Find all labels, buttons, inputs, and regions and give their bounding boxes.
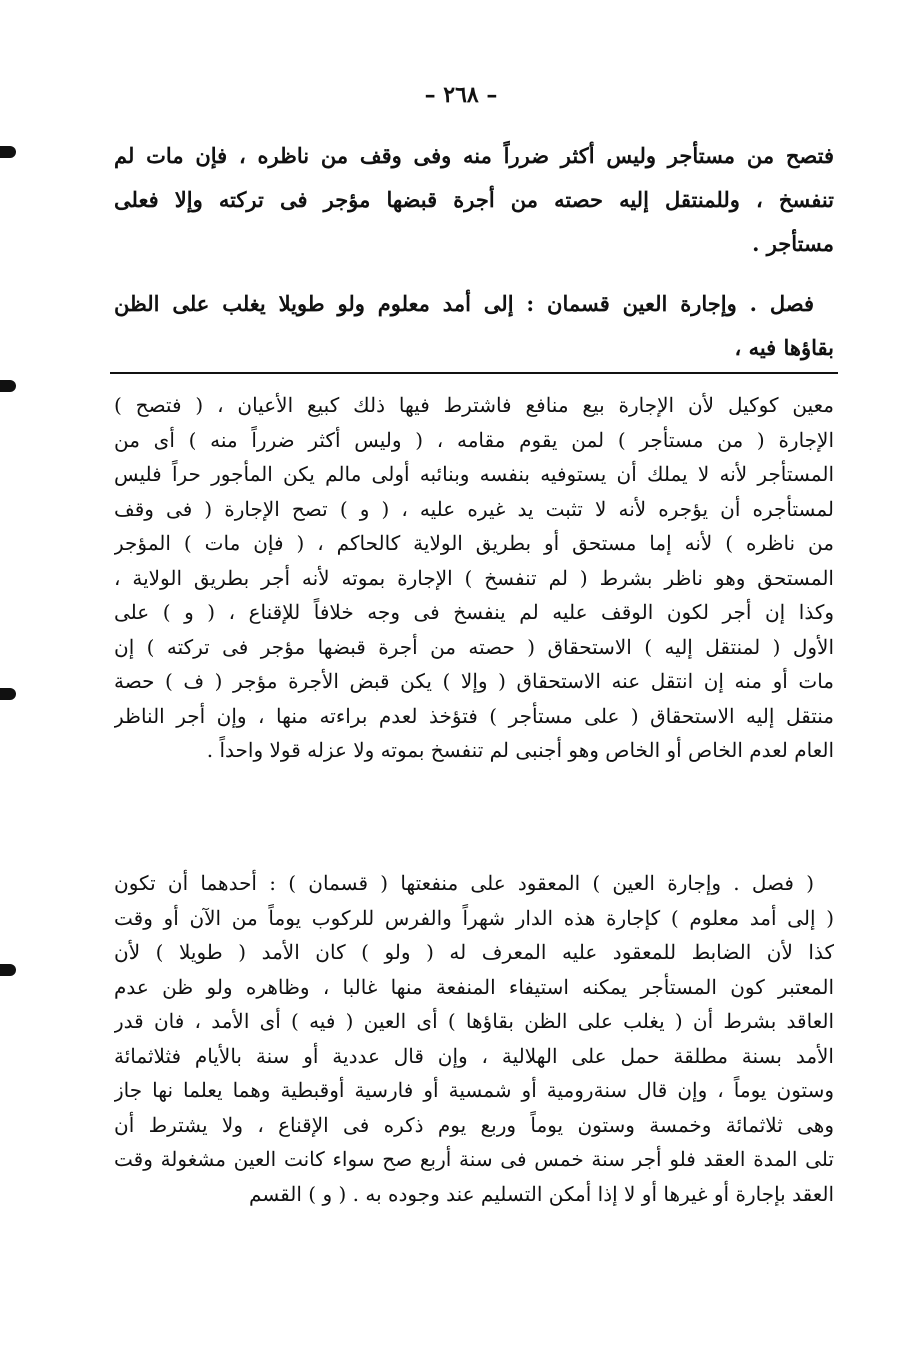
- sharh-line: المستحق وهو ناظر بشرط ( لم تنفسخ ) الإجارة بموته لأنه أجر بطريق الولاية ،: [114, 565, 834, 590]
- sharh-paragraph-1: [114, 388, 834, 768]
- matn-line: تنفسخ ، وللمنتقل إليه حصته من أجرة قبضها مؤجر فى تركته وإلا فعلى: [114, 187, 834, 212]
- sharh-line: ( فصل . وإجارة العين ) المعقود على منفعتها ( قسمان ) : أحدهما أن تكون: [114, 871, 814, 895]
- sharh-line: من ناظره ) لأنه إما مستحق أو بطريق الولاية كالحاكم ، ( فإن مات ) المؤجر: [114, 531, 834, 555]
- sharh-line: العاقد بشرط أن ( يغلب على الظن بقاؤها ) أى العين ( فيه ) أى الأمد ، فان قدر: [114, 1009, 834, 1033]
- matn-line-text: بقاؤها فيه ،: [734, 335, 834, 360]
- sharh-line: معين كوكيل لأن الإجارة بيع منافع فاشترط فيها ذلك كبيع الأعيان ، ( فتصح ): [114, 393, 834, 417]
- sharh-line: لمستأجره أن يؤجره لأنه لا تثبت يد غيره عليه ، ( و ) تصح الإجارة ( فى وقف: [114, 496, 834, 521]
- sharh-line: كذا لأن الضابط للمعقود عليه المعرف له ( ولو ) كان الأمد ( طويلا ) لأن: [114, 940, 834, 964]
- sharh-line: مات أو منه إن انتقل عنه الاستحقاق ( وإلا ) يكن قبض الأجرة مؤجر ( ف ) حصة: [114, 669, 834, 693]
- margin-mark: [0, 146, 16, 158]
- matn-paragraph-1: [114, 134, 834, 266]
- sharh-line: الأول ( لمنتقل إليه ) الاستحقاق ( حصته من أجرة قبضها مؤجر فى تركته ) إن: [114, 634, 834, 659]
- margin-mark: [0, 688, 16, 700]
- sharh-line: الأمد بسنة مطلقة حمل على الهلالية ، وإن قال عددية أو سنة بالأيام فثلاثمائة: [114, 1043, 834, 1068]
- section-divider: [110, 372, 838, 374]
- margin-mark: [0, 964, 16, 976]
- margin-mark: [0, 380, 16, 392]
- sharh-paragraph-2: [114, 866, 834, 1211]
- sharh-line: العقد بإجارة أو غيرها أو لا إذا أمكن التسليم عند وجوده به . ( و ) القسم: [249, 1181, 834, 1206]
- sharh-line: وستون يوماً ، وإن قال سنةرومية أو شمسية أو فارسية أوقبطية وهما يعلما نها جاز: [114, 1078, 834, 1102]
- sharh-line: منتقل إليه الاستحقاق ( على مستأجر ) فتؤخذ لعدم براءته منها ، وإن أجر الناظر: [114, 703, 834, 728]
- sharh-line: ( إلى أمد معلوم ) كإجارة هذه الدار شهراً والفرس للركوب يوماً من الآن أو وقت: [114, 905, 834, 930]
- matn-paragraph-2: [114, 282, 834, 370]
- page-number: – ٢٦٨ –: [424, 82, 498, 108]
- sharh-line: المعتبر كون المستأجر يمكنه استيفاء المنفعة منها غالبا ، وظاهره ولو ظن عدم: [114, 974, 834, 999]
- matn-line: فتصح من مستأجر وليس أكثر ضرراً منه وفى وقف من ناظره ، فإن مات لم: [114, 143, 834, 168]
- sharh-line: الإجارة ( من مستأجر ) لمن يقوم مقامه ، ( وليس أكثر ضرراً منه ) أى من: [114, 427, 834, 452]
- matn-line-continued: [114, 326, 834, 370]
- sharh-line: وكذا إن أجر لكون الوقف عليه لم ينفسخ فى وجه خلافاً للإقناع ، ( و ) على: [114, 600, 834, 624]
- sharh-line: المستأجر لأنه لا يملك أن يستوفيه بنفسه وبنائبه أولى مالم يكن المأجور حراً فليس: [114, 462, 834, 486]
- sharh-line: تلى المدة العقد فلو أجر سنة خمس فى سنة أربع صح سواء كانت العين مشغولة وقت: [114, 1147, 834, 1171]
- sharh-line: وهى ثلاثمائة وخمسة وستون يوماً وربع يوم ذكره فى الإقناع ، ولا يشترط أن: [114, 1112, 834, 1137]
- sharh-line: العام لعدم الخاص أو الخاص وهو أجنبى لم تنفسخ بموته ولا عزله قولا واحداً .: [206, 738, 834, 762]
- matn-line: مستأجر .: [752, 231, 834, 256]
- matn-line: فصل . وإجارة العين قسمان : إلى أمد معلوم ولو طويلا يغلب على الظن: [114, 291, 814, 316]
